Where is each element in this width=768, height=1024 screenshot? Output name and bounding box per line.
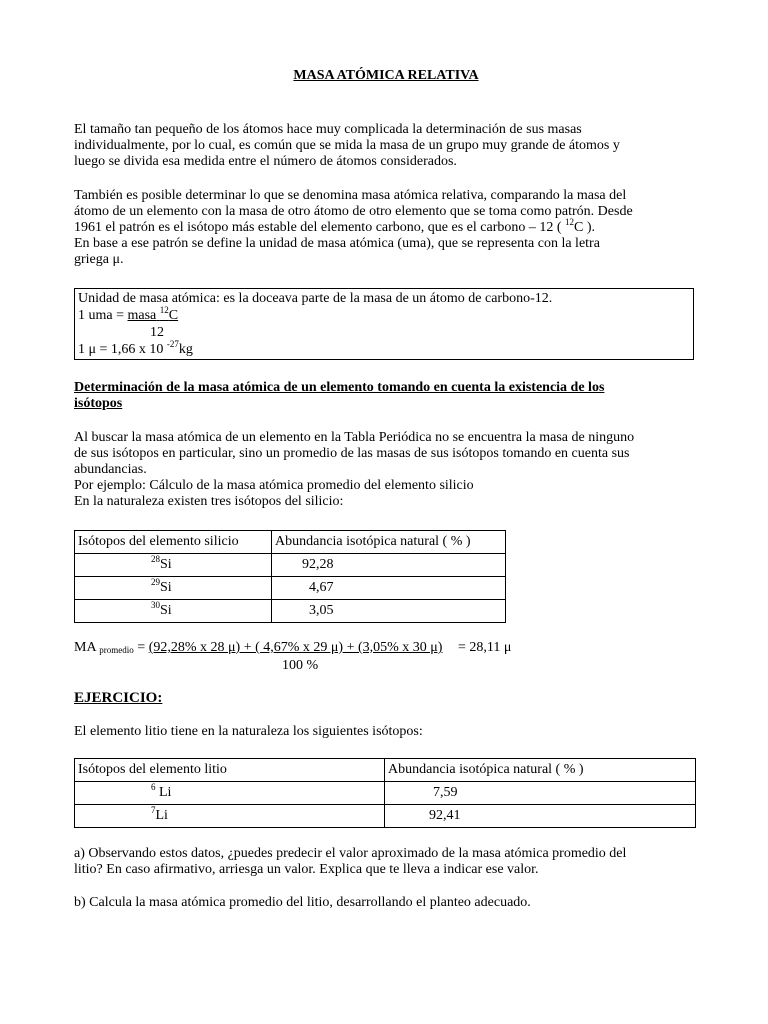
table-row [75, 577, 506, 600]
uma-numerator [127, 305, 179, 323]
section-heading [74, 380, 686, 412]
text-line: luego se divida esa medida entre el número de átomos considerados. [74, 154, 457, 169]
silicio-table [74, 530, 506, 623]
isotope-mass: 29 [151, 577, 160, 587]
text-line: abundancias. [74, 462, 147, 477]
formula-equals: = [133, 640, 149, 655]
uma-formula [78, 305, 179, 324]
table-row [75, 782, 696, 805]
isotope-cell [75, 600, 272, 623]
uma-denominator: 12 [150, 325, 164, 340]
text-line: El tamaño tan pequeño de los átomos hace muy complicada la determinación de sus masas [74, 122, 582, 137]
text-line: Al buscar la masa atómica de un elemento en la Tabla Periódica no se encuentra la masa de ninguno [74, 430, 635, 445]
isotope-cell [75, 554, 272, 577]
table-header: Abundancia isotópica natural ( % ) [272, 531, 506, 554]
isotope-cell [75, 782, 385, 805]
uma-isotope-mass: 12 [159, 305, 169, 315]
intro-paragraph-1 [74, 122, 686, 170]
definition-text: Unidad de masa atómica: es la doceava parte de la masa de un átomo de carbono-12. [78, 291, 553, 306]
isotope-mass: 7 [151, 805, 156, 815]
text-fragment: C ). [574, 220, 596, 235]
abundance-cell: 7,59 [385, 782, 696, 805]
abundance-cell: 92,28 [272, 554, 506, 577]
mu-value [78, 339, 193, 358]
isotope-symbol: Li [159, 785, 172, 800]
text-line: átomo de un elemento con la masa de otro átomo de otro elemento que se toma como patrón. Desde [74, 204, 633, 219]
table-row [75, 554, 506, 577]
isotope-symbol: Si [160, 603, 172, 618]
formula-result: = 28,11 μ [457, 640, 512, 655]
page-title: MASA ATÓMICA RELATIVA [293, 68, 479, 83]
abundance-cell: 3,05 [272, 600, 506, 623]
uma-element: C [168, 308, 179, 323]
isotope-cell [75, 805, 385, 828]
question-b: b) Calcula la masa atómica promedio del litio, desarrollando el planteo adecuado. [74, 895, 531, 910]
formula-denominator: 100 % [282, 658, 319, 673]
exercise-heading: EJERCICIO: [74, 690, 163, 706]
mu-prefix: 1 μ = 1,66 x 10 [78, 342, 164, 357]
text-fragment: 1961 el patrón es el isótopo más estable del elemento carbono, que es el carbono – 12 ( [74, 220, 562, 235]
table-row [75, 805, 696, 828]
formula-subscript: promedio [99, 645, 134, 655]
text-line: de sus isótopos en particular, sino un promedio de las masas de sus isótopos tomando en cuenta sus [74, 446, 630, 461]
average-mass-formula [74, 640, 511, 656]
isotope-cell [75, 577, 272, 600]
table-header: Isótopos del elemento silicio [75, 531, 272, 554]
text-line: Por ejemplo: Cálculo de la masa atómica promedio del elemento silicio [74, 478, 474, 493]
heading-line: isótopos [74, 396, 123, 411]
isotope-mass: 28 [151, 554, 160, 564]
question-a [74, 846, 686, 878]
uma-prefix: 1 uma = [78, 308, 128, 323]
isotope-symbol: Si [160, 557, 172, 572]
text-line: individualmente, por lo cual, es común que se mida la masa de un grupo muy grande de átomos y [74, 138, 620, 153]
isotope-mass: 12 [565, 217, 575, 227]
text-line: a) Observando estos datos, ¿puedes predecir el valor aproximado de la masa atómica promedio del [74, 846, 627, 861]
heading-line: Determinación de la masa atómica de un elemento tomando en cuenta la existencia de los [74, 380, 605, 395]
table-header-row [75, 759, 696, 782]
section-paragraph [74, 430, 686, 510]
isotope-mass: 30 [151, 600, 160, 610]
litio-table [74, 758, 696, 828]
isotope-symbol: Li [155, 808, 168, 823]
abundance-cell: 92,41 [385, 805, 696, 828]
isotope-mass: 6 [151, 782, 156, 792]
uma-numerator-text: masa [127, 308, 157, 323]
text-line: En base a ese patrón se define la unidad de masa atómica (uma), que se representa con la letra [74, 236, 600, 251]
definition-box [74, 288, 694, 360]
table-header-row [75, 531, 506, 554]
mu-unit: kg [178, 342, 193, 357]
formula-label: MA [74, 640, 96, 655]
mu-exponent: -27 [166, 339, 179, 349]
exercise-intro: El elemento litio tiene en la naturaleza los siguientes isótopos: [74, 724, 423, 739]
text-line: griega μ. [74, 252, 124, 267]
isotope-symbol: Si [160, 580, 172, 595]
table-header: Isótopos del elemento litio [75, 759, 385, 782]
table-header: Abundancia isotópica natural ( % ) [385, 759, 696, 782]
intro-paragraph-2 [74, 188, 686, 268]
text-line [74, 217, 686, 236]
text-line: En la naturaleza existen tres isótopos del silicio: [74, 494, 344, 509]
text-line: litio? En caso afirmativo, arriesga un valor. Explica que te lleva a indicar ese valor. [74, 862, 539, 877]
formula-numerator: (92,28% x 28 μ) + ( 4,67% x 29 μ) + (3,05% x 30 μ) [148, 640, 443, 655]
text-line: También es posible determinar lo que se denomina masa atómica relativa, comparando la masa del [74, 188, 627, 203]
table-row [75, 600, 506, 623]
abundance-cell: 4,67 [272, 577, 506, 600]
